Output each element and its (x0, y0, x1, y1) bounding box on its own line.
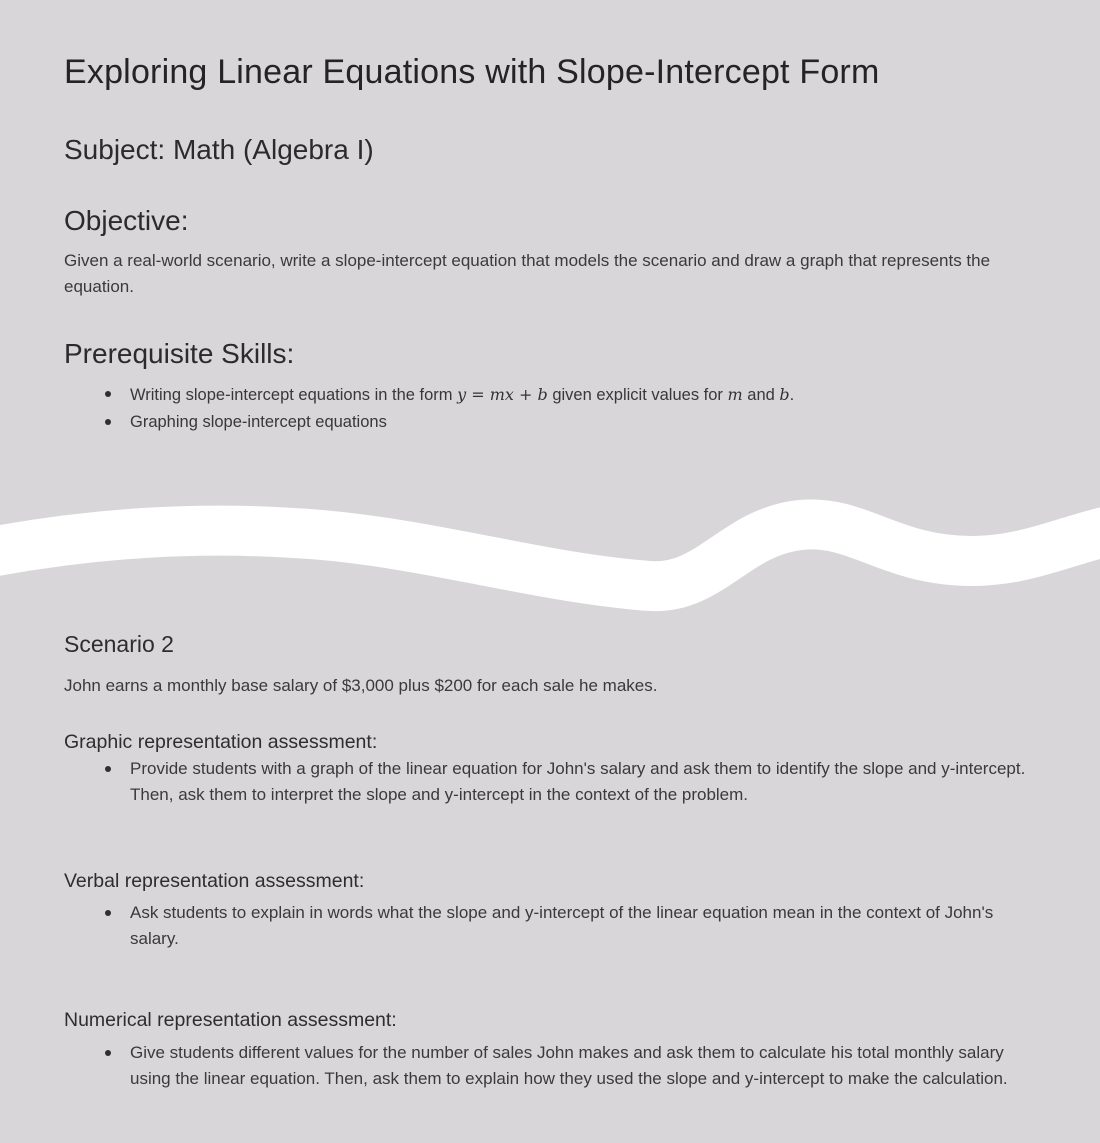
list-item (64, 1040, 1030, 1092)
slope-intercept-equation: y = mx + b (457, 385, 548, 404)
prereq-item1-text: Writing slope-intercept equations in the form (130, 386, 458, 404)
assessment-numerical-list (64, 1040, 1044, 1092)
assessment-numerical-bullet: Give students different values for the number of sales John makes and ask them to calculate his total monthly salary using the linear equation. Then, ask them to explain how they used the slope and y-intercept to make the calculation. (130, 1043, 1008, 1088)
scenario-description: John earns a monthly base salary of $3,000 plus $200 for each sale he makes. (64, 676, 658, 695)
bullet-dot (105, 1050, 111, 1056)
assessment-verbal-list (64, 900, 1044, 952)
list-item (64, 900, 1030, 952)
assessment-graphic-bullet: Provide students with a graph of the linear equation for John's salary and ask them to identify the slope and y-intercept. Then, ask them to interpret the slope and y-intercept in the context of the problem. (130, 759, 1026, 804)
list-item (64, 409, 1030, 436)
bullet-dot (105, 910, 111, 916)
variable-b: b (779, 385, 790, 404)
assessment-heading-graphic: Graphic representation assessment: (64, 731, 378, 753)
assessment-heading-verbal: Verbal representation assessment: (64, 870, 365, 892)
assessment-heading-numerical: Numerical representation assessment: (64, 1009, 397, 1031)
prerequisite-skills-list (64, 381, 1044, 436)
list-item (64, 381, 1030, 409)
bullet-dot (105, 391, 111, 397)
prereq-item1-text: . (789, 386, 795, 404)
assessment-graphic-list (64, 756, 1044, 808)
wave-divider (0, 440, 1100, 640)
bullet-dot (105, 766, 111, 772)
scenario-heading: Scenario 2 (64, 631, 174, 657)
prereq-item1-text: given explicit values for (547, 386, 728, 404)
objective-heading: Objective: (64, 205, 189, 236)
prereq-item2-text: Graphing slope-intercept equations (130, 413, 387, 431)
page-title: Exploring Linear Equations with Slope-Intercept Form (64, 53, 880, 91)
bullet-dot (105, 419, 111, 425)
assessment-verbal-bullet: Ask students to explain in words what the slope and y-intercept of the linear equation mean in the context of John's salary. (130, 903, 994, 948)
variable-m: m (727, 385, 743, 404)
prereq-item1-text: and (742, 386, 780, 404)
subject-line: Subject: Math (Algebra I) (64, 134, 374, 165)
prerequisite-skills-heading: Prerequisite Skills: (64, 338, 295, 369)
list-item (64, 756, 1030, 808)
objective-body: Given a real-world scenario, write a slope-intercept equation that models the scenario and draw a graph that represents the equation. (64, 251, 991, 296)
